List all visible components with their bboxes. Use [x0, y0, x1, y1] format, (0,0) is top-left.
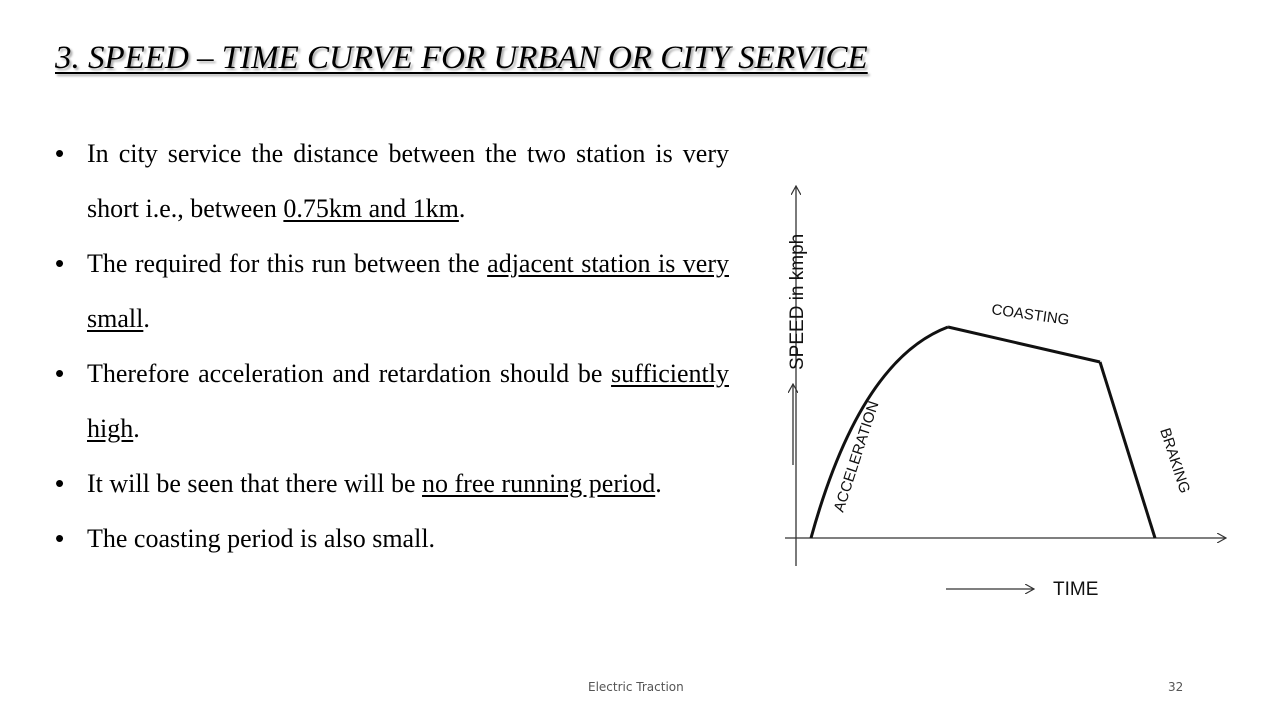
bullet-text: The required for this run between the — [87, 249, 488, 278]
page-number: 32 — [1168, 680, 1184, 694]
x-axis-label: TIME — [1053, 579, 1099, 600]
bullet-text: The coasting period is also small. — [87, 524, 436, 553]
bullet-text: Therefore acceleration and retardation should be — [87, 359, 612, 388]
braking-label: BRAKING — [1156, 425, 1194, 496]
bullet-underlined-text: no free running period — [422, 469, 656, 498]
bullet-underlined-text: 0.75km and 1km — [283, 194, 459, 223]
y-axis-label: SPEED in kmph — [787, 233, 808, 370]
bullet-dot-icon: • — [55, 138, 65, 168]
bullet-dot-icon: • — [55, 358, 65, 388]
bullet-text-end: . — [133, 414, 140, 443]
bullet-text: In city service the distance between the two station is very short i.e., between — [87, 139, 729, 223]
slide-title: 3. SPEED – TIME CURVE FOR URBAN OR CITY SERVICE — [55, 40, 868, 76]
bullet-dot-icon: • — [55, 248, 65, 278]
bullet-text: It will be seen that there will be — [87, 469, 423, 498]
coasting-label: COASTING — [990, 301, 1071, 329]
footer-title: Electric Traction — [588, 680, 684, 694]
bullet-underlined-text: adjacent station is very small — [87, 249, 729, 333]
bullet-dot-icon: • — [55, 468, 65, 498]
braking-line — [1100, 362, 1155, 538]
coasting-line — [948, 327, 1100, 362]
bullet-dot-icon: • — [55, 523, 65, 553]
bullet-underlined-text: sufficiently high — [87, 359, 729, 443]
bullet-text-end: . — [655, 469, 662, 498]
acceleration-label: ACCELERATION — [830, 399, 883, 515]
bullet-text-end: . — [458, 194, 466, 223]
bullet-text-end: . — [143, 304, 150, 333]
